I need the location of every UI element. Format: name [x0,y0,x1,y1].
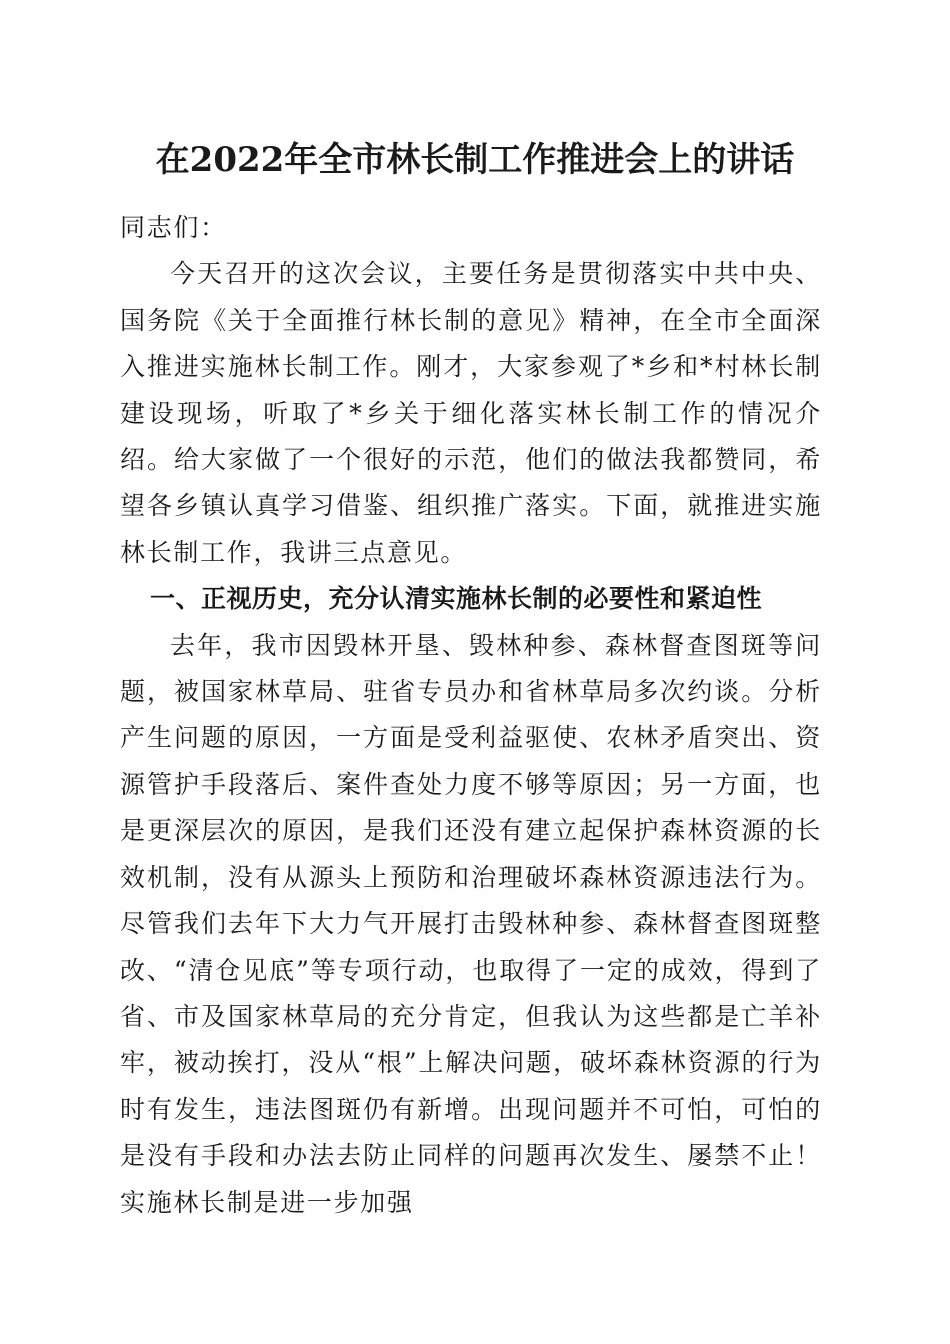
document-body [120,205,822,1226]
document-title: 在2022年全市林长制工作推进会上的讲话 [155,140,795,180]
paragraph-opening: 今天召开的这次会议，主要任务是贯彻落实中共中央、国务院《关于全面推行林长制的意见》精神，在全市全面深入推进实施林长制工作。刚才，大家参观了*乡和*村林长制建设现场，听取了*乡关于细化落实林长制工作的情况介绍。给大家做了一个很好的示范，他们的做法我都赞同，希望各乡镇认真学习借鉴、组织推广落实。下面，就推进实施林长制工作，我讲三点意见。 [120,259,822,567]
section-heading: 一、正视历史，充分认清实施林长制的必要性和紧迫性 [150,584,763,614]
paragraph-section-1: 去年，我市因毁林开垦、毁林种参、森林督查图斑等问题，被国家林草局、驻省专员办和省林草局多次约谈。分析产生问题的原因，一方面是受利益驱使、农林矛盾突出、资源管护手段落后、案件查处力度不够等原因；另一方面，也是更深层次的原因，是我们还没有建立起保护森林资源的长效机制，没有从源头上预防和治理破坏森林资源违法行为。尽管我们去年下大力气开展打击毁林种参、森林督查图斑整改、“清仓见底”等专项行动，也取得了一定的成效，得到了省、市及国家林草局的充分肯定，但我认为这些都是亡羊补牢，被动挨打，没从“根”上解决问题，破坏森林资源的行为时有发生，违法图斑仍有新增。出现问题并不可怕，可怕的是没有手段和办法去防止同样的问题再次发生、屡禁不止！实施林长制是进一步加强 [120,630,822,1217]
salutation: 同志们： [120,213,227,242]
